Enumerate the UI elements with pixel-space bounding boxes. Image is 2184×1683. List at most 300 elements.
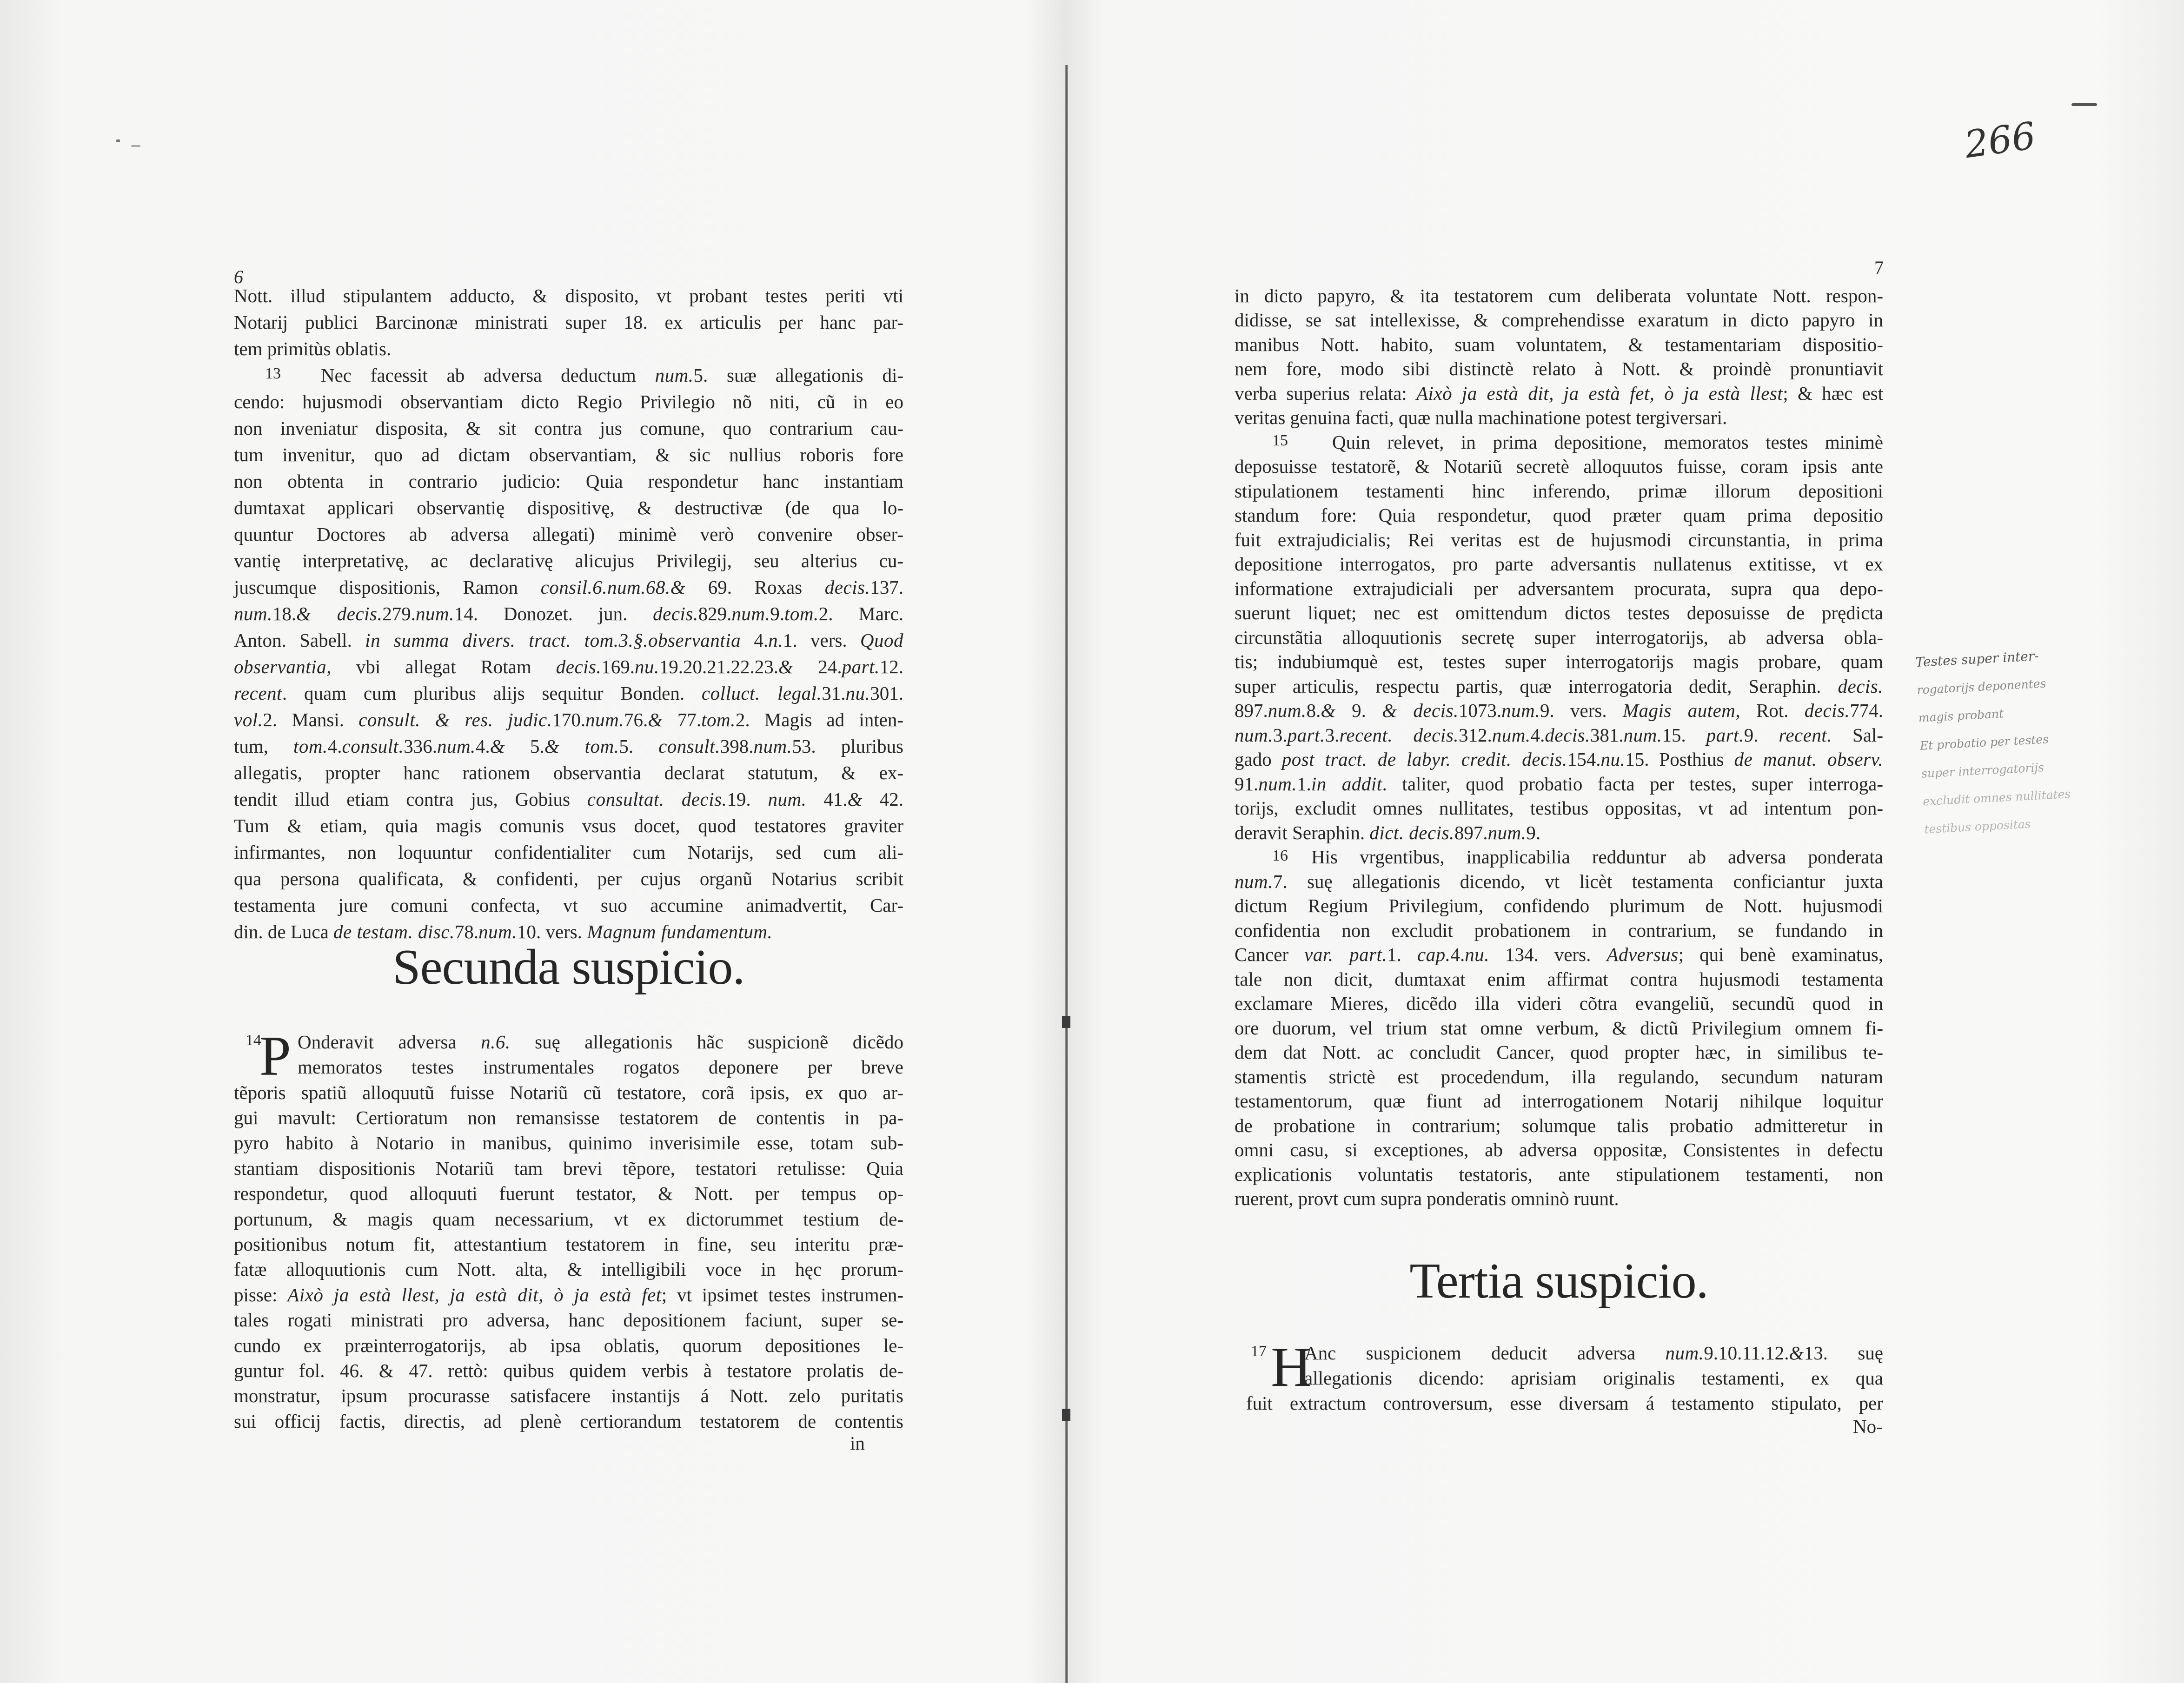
text-run: super articulis, respectu partis, quæ interrogatoria dedit, Seraphin. (1235, 675, 1838, 697)
text-run: 4. (741, 629, 769, 651)
citation-italic: num. (1235, 870, 1273, 892)
text-line (1235, 869, 1883, 894)
citation-italic: num. (234, 603, 272, 624)
text-run: Cancer (1235, 944, 1305, 966)
citation-italic: tom. (784, 603, 819, 624)
text-run: sui officij factis, directis, ad plenè certiorandum testatorem de contentis (234, 1410, 903, 1432)
text-run: 279. (382, 603, 416, 624)
text-line (234, 786, 903, 813)
citation-italic: Quod (860, 629, 904, 651)
text-run: Anton. Sabell. (234, 629, 365, 651)
text-run: 336. (404, 735, 437, 757)
text-run: 4. (327, 735, 342, 757)
citation-italic: nu. (1465, 944, 1489, 966)
text-line (1235, 1089, 1883, 1113)
text-run: explicationis voluntatis testatoris, ante stipulationem testamenti, non (1235, 1163, 1883, 1185)
text-line (234, 442, 903, 468)
text-run: guntur fol. 46. & 47. rettò: quibus quidem verbis à testatore prolatis de- (234, 1360, 903, 1381)
text-line (1235, 1113, 1883, 1138)
citation-italic: num. (437, 735, 476, 757)
text-run: tales rogati ministrati pro adversa, hanc depositionem faciunt, super se- (234, 1309, 903, 1331)
citation-italic: part. (1706, 724, 1744, 746)
text-line (1235, 772, 1883, 796)
text-run: exclamare Mieres, dicẽdo illa videri cõtra evangeliũ, secundũ quod in (1235, 993, 1883, 1014)
paragraph-number: 15 (1272, 432, 1288, 449)
text-run: monstratur, ipsum procurasse satisfacere instantijs á Nott. zelo puritatis (234, 1385, 903, 1407)
text-run: 2. Mansi. (263, 709, 359, 730)
text-line (234, 680, 903, 707)
text-run: 9. (1526, 822, 1541, 843)
text-line (234, 495, 903, 521)
citation-italic: nu. (845, 682, 870, 704)
citation-italic: & decis. (296, 603, 383, 624)
text-line (1235, 332, 1883, 357)
text-line (1304, 1340, 1883, 1365)
text-line (234, 1130, 903, 1155)
text-line (1235, 576, 1883, 601)
text-line (234, 1282, 903, 1307)
text-run: dictum Regium Privilegium, confidendo plurimum de Nott. hujusmodi (1235, 895, 1883, 917)
text-line (234, 521, 903, 548)
text-line (1235, 503, 1883, 528)
text-run: suerunt liquet; nec est omittendum dictos testes deposuisse de prędicta (1235, 602, 1883, 624)
text-run: Anc suspicionem deducit adversa (1304, 1342, 1666, 1364)
citation-italic: tom. (701, 709, 736, 730)
text-run: Tum & etiam, quia magis comunis vsus docet, quod testatores graviter (234, 815, 903, 836)
text-run: 24. (793, 656, 842, 677)
citation-italic: num. (1235, 724, 1273, 746)
citation-italic: & (1321, 700, 1336, 722)
citation-italic: dict. decis. (1369, 822, 1454, 843)
text-run: 13. suę (1804, 1342, 1884, 1364)
text-run: 5. (505, 735, 544, 757)
citation-italic: Magnum fundamentum. (587, 921, 773, 942)
citation-italic: num. (768, 788, 807, 810)
margin-note-line: Testes super inter- (1915, 648, 2039, 670)
citation-italic: vol. (234, 709, 263, 730)
handwritten-dash (2071, 103, 2097, 106)
text-line (234, 1206, 903, 1232)
text-run: 8. (1306, 700, 1321, 722)
text-run: 15. (1662, 724, 1706, 746)
text-line (1235, 479, 1883, 504)
text-line (1235, 1065, 1883, 1089)
text-line (234, 601, 903, 627)
citation-italic: n.6. (481, 1031, 511, 1053)
citation-italic: part. (842, 656, 880, 677)
citation-italic: num. (416, 603, 454, 624)
text-line (234, 309, 903, 336)
citation-italic: & tom. (544, 735, 619, 757)
text-run: non obtenta in contrario judicio: Quia respondetur hanc instantiam (234, 470, 903, 492)
text-run: portunum, & magis quam necessarium, vt ex dictorummet testium de- (234, 1208, 903, 1230)
citation-italic: consult. (342, 735, 404, 757)
text-line (1246, 1391, 1883, 1416)
citation-italic: tom. (293, 735, 328, 757)
citation-italic: & (778, 656, 794, 677)
citation-italic: consult. (658, 735, 720, 757)
text-run: Notarij publici Barcinonæ ministrati super 18. ex articulis per hanc par- (234, 311, 903, 333)
text-line (234, 733, 903, 760)
text-run: ruerent, provt cum supra ponderatis omninò ruunt. (1235, 1188, 1619, 1210)
text-run: verba superius relata: (1235, 382, 1416, 404)
scan-speck (116, 139, 120, 142)
margin-note-line: rogatorijs deponentes (1916, 676, 2047, 697)
text-line (234, 1080, 903, 1105)
citation-italic: de testam. disc. (333, 921, 455, 942)
text-line (234, 1257, 903, 1282)
text-run: Nec facessit ab adversa deductum (321, 364, 655, 386)
text-line (1235, 894, 1883, 918)
citation-italic: num. (478, 921, 517, 942)
text-run: His vrgentibus, inapplicabilia redduntur ab adversa ponderata (1311, 846, 1883, 868)
text-run: de probatione in contrarium; solumque talis probatio admitteretur in (1235, 1114, 1883, 1136)
citation-italic: nu. (1600, 749, 1626, 770)
text-run: 4. (1530, 724, 1545, 746)
text-run: vantię interpretativę, ac declarativę alicujus Privilegij, seu alterius cu- (234, 550, 903, 571)
text-run: omni casu, si exceptiones, ab adversa oppositæ, Consistentes in defectu (1235, 1139, 1883, 1161)
drop-cap: P (259, 1025, 291, 1088)
text-run: 774. (1850, 700, 1884, 722)
text-run: 42. (862, 788, 904, 810)
text-run: gui mavult: Certioratum non remansisse testatorem de contentis in pa- (234, 1107, 903, 1128)
citation-italic: part. (1287, 724, 1325, 746)
page-number: 6 (234, 266, 243, 287)
citation-italic: decis. (653, 603, 698, 624)
text-run: manibus Nott. habito, suam voluntatem, & testamentariam dispositio- (1235, 333, 1883, 355)
text-line (1235, 405, 1883, 430)
text-run: veritas genuina facti, quæ nulla machinatione potest tergiversari. (1235, 407, 1727, 429)
text-run: . quam cum pluribus alijs sequitur Bonden. (282, 682, 702, 704)
citation-italic: post tract. de labyr. credit. decis. (1281, 749, 1567, 770)
text-line (234, 1232, 903, 1257)
text-run: quuntur Doctores ab adversa allegati) minimè verò convenire obser- (234, 523, 903, 545)
text-run: allegatis, propter hanc rationem observantia declarat statutum, & ex- (234, 762, 903, 783)
citation-italic: & decis. (1382, 700, 1459, 722)
citation-italic: recent. decis. (1339, 724, 1459, 746)
text-line (1235, 649, 1883, 674)
text-line (234, 389, 903, 415)
text-line (234, 627, 903, 654)
text-run: dumtaxat applicari observantię dispositivę, & destructivæ (de qua lo- (234, 497, 903, 518)
text-line (1235, 357, 1883, 381)
citation-italic: recent. (1779, 724, 1832, 746)
catchword: in (850, 1432, 865, 1454)
text-line (1235, 821, 1883, 845)
text-run: din. de Luca (234, 921, 334, 942)
citation-italic: num. (731, 603, 770, 624)
text-run: 19.20.21.22.23. (659, 656, 779, 677)
citation-italic: & (648, 709, 663, 730)
text-line (234, 1383, 903, 1408)
text-line (1235, 308, 1883, 332)
citation-italic: var. part. (1304, 944, 1387, 966)
text-run: infirmantes, non loquuntur confidentialiter cum Notarijs, sed cum ali- (234, 841, 903, 863)
text-line (1235, 747, 1883, 772)
text-line (1235, 528, 1883, 552)
citation-italic: Això ja està dit, ja està fet, ò ja està llest (1416, 382, 1783, 404)
text-line (1235, 723, 1883, 748)
citation-italic: num. (753, 735, 792, 757)
text-line (234, 283, 903, 309)
citation-italic: decis. (824, 576, 870, 598)
margin-note-line: magis probant (1918, 707, 2004, 725)
text-run: stantiam dispositionis Notariũ tam brevi tẽpore, testatori retulisse: Quia (234, 1157, 903, 1179)
text-run: 9. (1744, 724, 1779, 746)
text-run: qua persona qualificata, & confidenti, per cujus organũ Notarius scribit (234, 868, 903, 889)
text-run: 15. Posthius (1625, 749, 1734, 770)
citation-italic: in addit (1311, 773, 1382, 795)
section-heading: Secunda suspicio. (392, 940, 745, 995)
text-line (1235, 552, 1883, 576)
text-line (234, 415, 903, 442)
handwritten-folio-number: 266 (1962, 113, 2038, 167)
text-run: 69. Roxas (685, 576, 825, 598)
text-run: 1073. (1458, 700, 1502, 722)
text-line (234, 707, 903, 733)
text-run: ; vt ipsimet testes instrumen- (661, 1284, 903, 1305)
text-line (1235, 1016, 1883, 1040)
text-line (234, 813, 903, 839)
text-run: 7. suę allegationis dicendo, vt licèt testamenta conficiantur juxta (1273, 870, 1883, 892)
text-line (234, 1409, 903, 1434)
citation-italic: Magis autem (1622, 700, 1736, 722)
citation-italic: num. (1501, 700, 1540, 722)
citation-italic: consultat. decis. (587, 788, 727, 810)
paragraph-number: 14 (246, 1032, 261, 1049)
text-run: 301. (870, 682, 903, 704)
margin-note-line: testibus oppositas (1924, 817, 2031, 836)
text-run: ; & hæc est (1783, 382, 1884, 404)
citation-italic: colluct. legal. (701, 682, 822, 704)
text-run: depositione interrogatos, pro parte adversantis nullatenus extitisse, vt ex (1235, 553, 1883, 575)
text-run: didisse, se sat intellexisse, & comprehendisse exaratum in dicto papyro in (1235, 309, 1883, 331)
paragraph-number: 16 (1272, 847, 1288, 864)
text-run: informatione extrajudiciali per adversantem procurata, supra qua depo- (1235, 577, 1883, 599)
text-run: cundo ex præinterrogatorijs, ab ipsa oblatis, quorum depositiones le- (234, 1334, 903, 1356)
text-run: torijs, excludit omnes nullitates, testibus oppositas, vt ad intentum pon- (1235, 797, 1883, 819)
text-run: 9. vers. (1540, 700, 1623, 722)
text-run: 154. (1567, 749, 1601, 770)
text-line (234, 1156, 903, 1181)
citation-italic: num. (1258, 773, 1297, 795)
citation-italic: in summa divers. tract. tom.3.§.observantia (365, 629, 741, 651)
book-gutter (1065, 65, 1068, 1683)
text-run: fuit extractum controversum, esse diversam á testamento stipulato, per (1246, 1392, 1883, 1414)
text-run: 3. (1273, 724, 1288, 746)
citation-italic: num. (1665, 1342, 1704, 1364)
left-page (234, 0, 903, 1683)
citation-italic: & (847, 788, 863, 810)
text-run: 5. (619, 735, 659, 757)
text-run: cendo: hujusmodi observantiam dicto Regio Privilegio nõ niti, cũ in eo (234, 391, 903, 412)
page-number: 7 (1874, 257, 1884, 278)
text-line (234, 468, 903, 495)
text-run: 2. Magis ad inten- (735, 709, 904, 730)
citation-italic: num. (1623, 724, 1662, 746)
text-run: deravit Seraphin. (1235, 822, 1370, 843)
drop-cap: H (1271, 1336, 1312, 1399)
text-run: tis; indubiumquè est, testes super interrogatorijs magis probare, quam (1235, 651, 1883, 673)
text-run: 4. (475, 735, 490, 757)
text-line (234, 892, 903, 919)
text-line (1235, 942, 1883, 967)
text-run: 169. (601, 656, 635, 677)
text-line (234, 1181, 903, 1206)
text-line (1235, 674, 1883, 699)
text-line (1235, 918, 1883, 943)
text-run: 10. vers. (517, 921, 587, 942)
text-run: deposuisse testatorẽ, & Notariũ secretè alloquutos fuisse, coram ipsis ante (1235, 456, 1883, 477)
catchword: No- (1853, 1416, 1883, 1437)
citation-italic: num. (1487, 822, 1527, 843)
text-run: tendit illud etiam contra jus, Gobius (234, 788, 587, 810)
text-line (1235, 381, 1883, 406)
text-line (234, 760, 903, 786)
text-run: dem dat Nott. ac concludit Cancer, quod propter hæc, in similibus te- (1235, 1041, 1883, 1063)
text-line (1235, 698, 1883, 723)
text-line (234, 1105, 903, 1130)
text-line (1235, 967, 1883, 992)
citation-italic: Adversus (1606, 944, 1679, 966)
margin-note-line: super interrogatorijs (1921, 760, 2045, 781)
text-run: 2. Marc. (818, 603, 903, 624)
text-line (234, 1333, 903, 1358)
text-run: tale non dicit, dumtaxat enim affirmat contra hujusmodi testamenta (1235, 968, 1883, 990)
text-run: testamenta jure comuni confecta, vt suo accumine animadvertit, Car- (234, 894, 903, 916)
text-line (1235, 601, 1883, 625)
text-line (234, 336, 903, 362)
text-line (234, 1358, 903, 1383)
binding-mark (1062, 1409, 1070, 1421)
text-run: 4. (1450, 944, 1465, 966)
citation-italic: decis. (1838, 675, 1883, 697)
citation-italic: Això ja està llest, ja està dit, ò ja està fet (287, 1284, 662, 1305)
citation-italic: observantia, (234, 656, 332, 677)
text-run: 91. (1235, 773, 1259, 795)
citation-italic: num. (585, 709, 624, 730)
right-page (1235, 0, 1883, 1683)
text-line (234, 839, 903, 866)
text-run: 9. (1335, 700, 1382, 722)
text-run: ; qui benè examinatus, (1678, 944, 1884, 966)
text-run: 1. vers. (783, 629, 860, 651)
text-line (298, 1029, 903, 1054)
section-heading: Tertia suspicio. (1409, 1253, 1708, 1309)
text-run: , Rot. (1735, 700, 1805, 722)
text-run: 137. (870, 576, 904, 598)
text-line (1235, 1186, 1883, 1211)
text-run: Quin relevet, in prima depositione, memoratos testes minimè (1332, 431, 1883, 453)
text-run: fatæ alloquutionis cum Nott. alta, & intelligibili voce in hęc prorum- (234, 1259, 903, 1280)
text-line (1304, 1365, 1883, 1391)
paragraph-number: 13 (265, 365, 281, 382)
text-run: 19. (727, 788, 768, 810)
text-line (234, 654, 903, 680)
text-run: 3. (1325, 724, 1340, 746)
text-run: memoratos testes instrumentales rogatos deponere per breve (298, 1056, 903, 1078)
text-line (1235, 991, 1883, 1016)
text-run: tum invenitur, quo ad dictam observantiam, & sic nullius roboris fore (234, 444, 903, 465)
text-run: tem primitùs oblatis. (234, 338, 392, 359)
text-run: 312. (1459, 724, 1492, 746)
text-run: Sal- (1832, 724, 1883, 746)
text-run: suę allegationis hãc suspicionẽ dicẽdo (510, 1031, 903, 1053)
text-line (298, 1054, 903, 1080)
text-line (1235, 1138, 1883, 1162)
citation-italic: recent (234, 682, 282, 704)
citation-italic: n. (768, 629, 783, 651)
text-run: tẽporis spatiũ alloquutũ fuisse Notariũ cũ testatore, corã ipsis, ex quo ar- (234, 1081, 903, 1103)
text-run: 14. Donozet. jun. (454, 603, 653, 624)
text-run: 9.10.11.12. (1704, 1342, 1789, 1364)
text-line (234, 574, 903, 601)
text-run: Nott. illud stipulantem adducto, & disposito, vt probant testes periti vti (234, 285, 903, 306)
text-run: 1. (1387, 944, 1417, 966)
text-line (234, 1307, 903, 1332)
text-line (1235, 454, 1883, 479)
text-run: 897. (1235, 700, 1268, 722)
text-run: . taliter, quod probatio facta per testes, super interroga- (1382, 773, 1883, 795)
text-line (1332, 430, 1883, 455)
text-run: 31. (822, 682, 846, 704)
text-run: 77. (663, 709, 702, 730)
text-line (1235, 1040, 1883, 1065)
text-line (1235, 796, 1883, 821)
citation-italic: num. (655, 364, 694, 386)
text-run: 897. (1454, 822, 1488, 843)
handwritten-margin-note (1915, 638, 2120, 843)
text-line (1235, 284, 1883, 308)
text-run: 134. vers. (1489, 944, 1607, 966)
text-run: juscumque dispositionis, Ramon (234, 576, 541, 598)
margin-note-line: excludit omnes nullitates (1922, 787, 2071, 808)
text-run: gado (1235, 749, 1282, 770)
text-line (1235, 625, 1883, 650)
text-run: tum, (234, 735, 294, 757)
scan-speck (131, 145, 140, 147)
citation-italic: decis. (1545, 724, 1590, 746)
text-run: 829. (698, 603, 732, 624)
citation-italic: num. (1492, 724, 1531, 746)
text-run: stipulationem testamenti hinc inferendo, primæ illorum depositioni (1235, 480, 1883, 502)
text-run: pisse: (234, 1284, 288, 1305)
text-line (321, 362, 903, 389)
text-run: vbi allegat Rotam (331, 656, 556, 677)
citation-italic: num. (1268, 700, 1307, 722)
citation-italic: & (1789, 1342, 1804, 1364)
text-run: circunstãtia alloquutionis secretę super interrogatorijs, ab adversa obla- (1235, 626, 1883, 648)
text-run: in dicto papyro, & ita testatorem cum deliberata voluntate Nott. respon- (1235, 285, 1883, 306)
paragraph-number: 17 (1251, 1343, 1267, 1360)
text-run: 1. (1297, 773, 1311, 795)
text-run: standum fore: Quia respondetur, quod præter quam prima depositio (1235, 504, 1883, 526)
text-run: allegationis dicendo: aprisiam originalis testamenti, ex qua (1304, 1367, 1883, 1389)
binding-mark (1062, 1016, 1070, 1028)
text-run: 381. (1590, 724, 1624, 746)
citation-italic: decis. (556, 656, 602, 677)
citation-italic: consil.6.num.68.& (540, 576, 686, 598)
citation-italic: cap. (1417, 944, 1451, 966)
citation-italic: consult. & res. judic. (358, 709, 552, 730)
text-line (1235, 1162, 1883, 1187)
text-run: respondetur, quod alloquuti fuerunt testator, & Nott. per tempus op- (234, 1183, 903, 1205)
text-run: 398. (720, 735, 754, 757)
citation-italic: de manut. observ. (1734, 749, 1883, 770)
text-line (1311, 845, 1883, 869)
text-run: confidentia non excludit probationem in contrarium, se fundando in (1235, 919, 1883, 941)
citation-italic: & (490, 735, 505, 757)
